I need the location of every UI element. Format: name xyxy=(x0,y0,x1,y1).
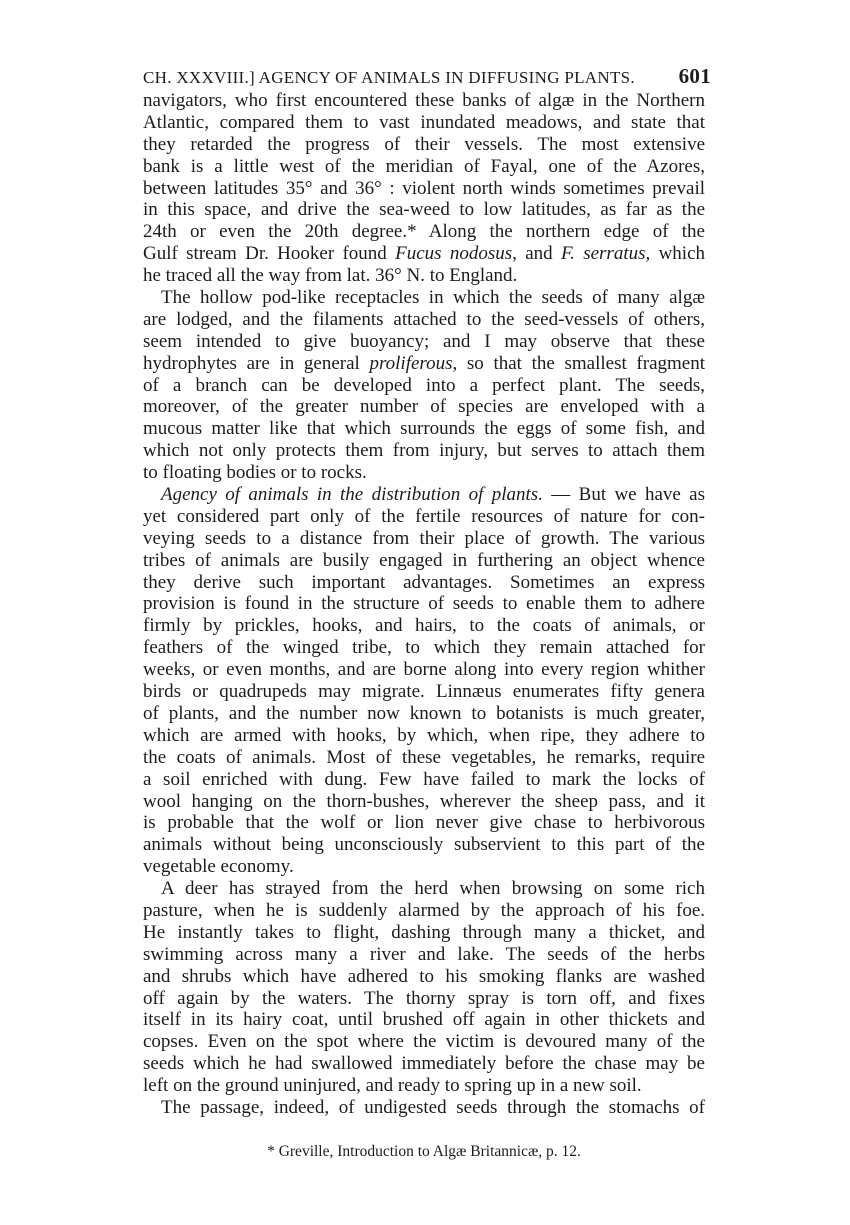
page-number: 601 xyxy=(678,64,711,88)
text-line: navigators, who first encountered these banks of algæ in the Northern xyxy=(143,90,705,111)
text-line: left on the ground uninjured, and ready to spring up in a new soil. xyxy=(143,1075,642,1097)
text-line: Gulf stream Dr. Hooker found Fucus nodosus, and F. serratus, which xyxy=(143,243,705,265)
text-line: firmly by prickles, hooks, and hairs, to the coats of animals, or xyxy=(143,615,705,637)
text-line: which not only protects them from injury, but serves to attach them xyxy=(143,440,705,462)
text-line: is probable that the wolf or lion never give chase to herbivorous xyxy=(143,812,705,834)
text-line: He instantly takes to flight, dashing through many a thicket, and xyxy=(143,921,705,943)
text-line: are lodged, and the filaments attached to the seed-vessels of others, xyxy=(143,308,705,330)
text-line: tribes of animals are busily engaged in furthering an object whence xyxy=(143,549,705,571)
text-line: of plants, and the number now known to botanists is much greater, xyxy=(143,702,705,724)
text-line: itself in its hairy coat, until brushed off again in other thickets and xyxy=(143,1009,705,1031)
text-line: 24th or even the 20th degree.* Along the northern edge of the xyxy=(143,221,705,243)
text-line: he traced all the way from lat. 36° N. to England. xyxy=(143,265,518,287)
text-line: vegetable economy. xyxy=(143,856,294,878)
text-line: seem intended to give buoyancy; and I may observe that these xyxy=(143,330,705,352)
text-line: which are armed with hooks, by which, when ripe, they adhere to xyxy=(143,724,705,746)
text-line: pasture, when he is suddenly alarmed by the approach of his foe. xyxy=(143,899,705,921)
footnote: * Greville, Introduction to Algæ Britannicæ, p. 12. xyxy=(267,1143,581,1160)
text-line: A deer has strayed from the herd when browsing on some rich xyxy=(161,878,705,900)
text-line: birds or quadrupeds may migrate. Linnæus enumerates fifty genera xyxy=(143,681,705,703)
running-head xyxy=(143,64,711,89)
text-line: The hollow pod-like receptacles in which the seeds of many algæ xyxy=(161,287,705,309)
text-line: of a branch can be developed into a perfect plant. The seeds, xyxy=(143,374,705,396)
text-line: provision is found in the structure of seeds to enable them to adhere xyxy=(143,593,705,615)
text-line: yet considered part only of the fertile resources of nature for con- xyxy=(143,505,705,527)
text-line: bank is a little west of the meridian of Fayal, one of the Azores, xyxy=(143,155,705,177)
text-line: in this space, and drive the sea-weed to low latitudes, as far as the xyxy=(143,199,705,221)
text-line: veying seeds to a distance from their place of growth. The various xyxy=(143,527,705,549)
section-heading-line: Agency of animals in the distribution of plants. — But we have as xyxy=(161,484,705,506)
text-line: and shrubs which have adhered to his smoking flanks are washed xyxy=(143,965,705,987)
text-line: the coats of animals. Most of these vegetables, he remarks, require xyxy=(143,746,705,768)
text-line: to floating bodies or to rocks. xyxy=(143,462,367,484)
text-line: Atlantic, compared them to vast inundated meadows, and state that xyxy=(143,111,705,133)
text-line: they derive such important advantages. Sometimes an express xyxy=(143,571,705,593)
body-text xyxy=(143,90,705,1119)
chapter-title: CH. XXXVIII.] AGENCY OF ANIMALS IN DIFFUSING PLANTS. xyxy=(143,68,635,87)
text-line: wool hanging on the thorn-bushes, wherever the sheep pass, and it xyxy=(143,790,705,812)
text-line: moreover, of the greater number of species are enveloped with a xyxy=(143,396,705,418)
text-line: off again by the waters. The thorny spray is torn off, and fixes xyxy=(143,987,705,1009)
text-line: weeks, or even months, and are borne along into every region whither xyxy=(143,659,705,681)
text-line: hydrophytes are in general proliferous, so that the smallest fragment xyxy=(143,352,705,374)
text-line: seeds which he had swallowed immediately before the chase may be xyxy=(143,1053,705,1075)
text-line: copses. Even on the spot where the victim is devoured many of the xyxy=(143,1031,705,1053)
text-line: The passage, indeed, of undigested seeds through the stomachs of xyxy=(161,1096,705,1118)
text-line: mucous matter like that which surrounds the eggs of some fish, and xyxy=(143,418,705,440)
text-line: they retarded the progress of their vessels. The most extensive xyxy=(143,133,705,155)
text-line: animals without being unconsciously subservient to this part of the xyxy=(143,834,705,856)
text-line: between latitudes 35° and 36° : violent north winds sometimes prevail xyxy=(143,177,705,199)
text-line: swimming across many a river and lake. The seeds of the herbs xyxy=(143,943,705,965)
text-line: feathers of the winged tribe, to which they remain attached for xyxy=(143,637,705,659)
text-line: a soil enriched with dung. Few have failed to mark the locks of xyxy=(143,768,705,790)
